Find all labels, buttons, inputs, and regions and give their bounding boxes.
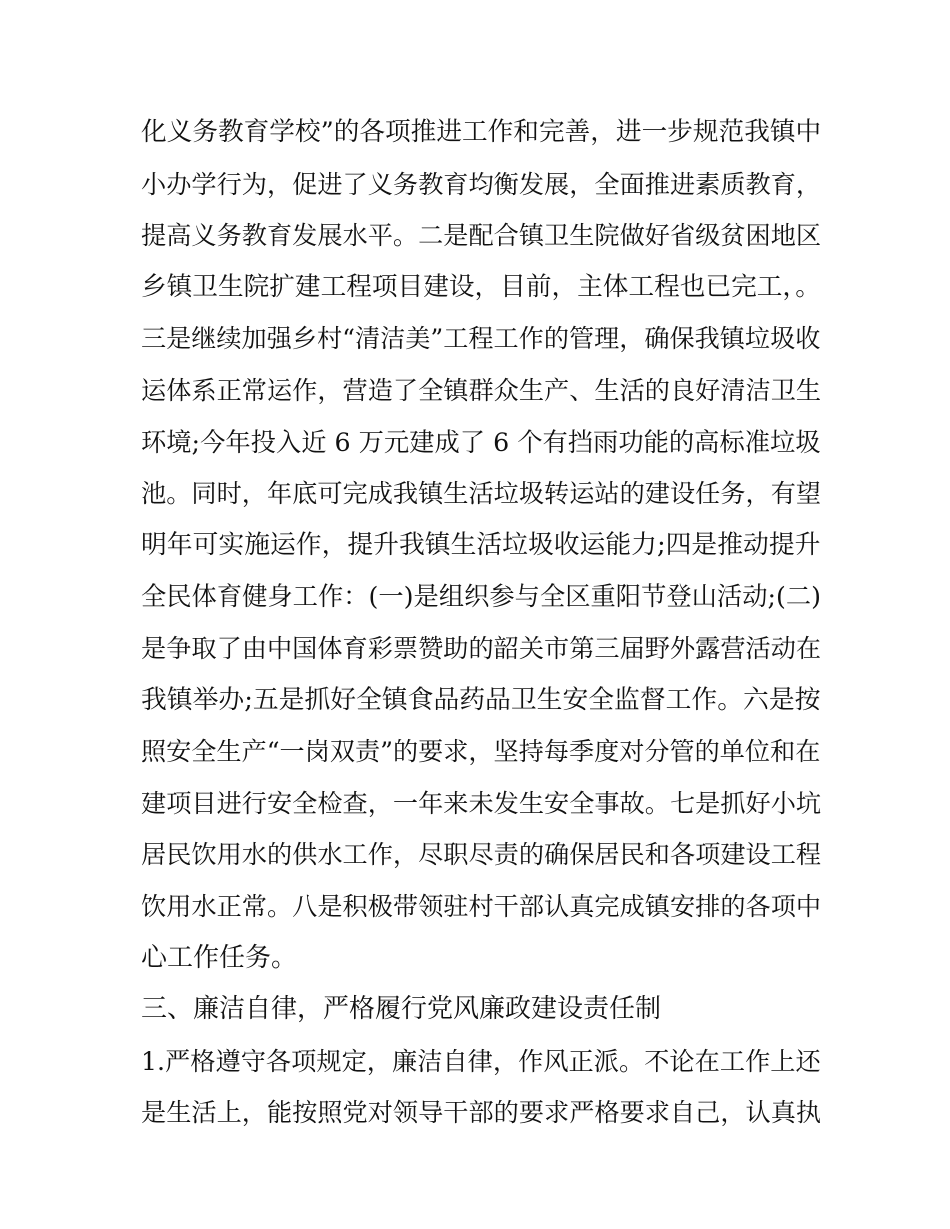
- text-line: 建项目进行安全检查，一年来未发生安全事故。七是抓好小坑: [141, 788, 822, 818]
- text-line: 明年可实施运作，提升我镇生活垃圾收运能力;四是推动提升: [141, 529, 821, 560]
- section-heading: 三、廉洁自律，严格履行党风廉政建设责任制: [141, 994, 662, 1025]
- text-line: 是争取了由中国体育彩票赞助的韶关市第三届野外露营活动在: [141, 633, 822, 663]
- text-line: 运体系正常运作，营造了全镇群众生产、生活的良好清洁卫生: [141, 375, 822, 405]
- text-line: 饮用水正常。八是积极带领驻村干部认真完成镇安排的各项中: [141, 891, 822, 921]
- text-line: 居民饮用水的供水工作，尽职尽责的确保居民和各项建设工程: [141, 840, 822, 870]
- body-text: [141, 107, 821, 1139]
- text-line: 心工作任务。: [141, 942, 298, 973]
- text-line: 三是继续加强乡村“清洁美”工程工作的管理，确保我镇垃圾收: [141, 324, 821, 354]
- text-line: 化义务教育学校”的各项推进工作和完善，进一步规范我镇中: [141, 117, 822, 147]
- text-line: 环境;今年投入近 6 万元建成了 6 个有挡雨功能的高标准垃圾: [141, 427, 821, 457]
- text-line: 1.严格遵守各项规定，廉洁自律，作风正派。不论在工作上还: [141, 1046, 821, 1076]
- text-line: 乡镇卫生院扩建工程项目建设，目前，主体工程也已完工，。: [141, 271, 821, 302]
- text-line: 小办学行为，促进了义务教育均衡发展，全面推进素质教育，: [141, 169, 822, 199]
- text-line: 照安全生产“一岗双责”的要求，坚持每季度对分管的单位和在: [141, 737, 821, 767]
- text-line: 全民体育健身工作：(一)是组织参与全区重阳节登山活动;(二): [141, 582, 821, 612]
- text-line: 我镇举办;五是抓好全镇食品药品卫生安全监督工作。六是按: [141, 684, 821, 715]
- text-line: 池。同时，年底可完成我镇生活垃圾转运站的建设任务，有望: [141, 479, 822, 509]
- text-line: 是生活上，能按照党对领导干部的要求严格要求自己，认真执: [141, 1098, 822, 1128]
- text-line: 提高义务教育发展水平。二是配合镇卫生院做好省级贫困地区: [141, 221, 822, 251]
